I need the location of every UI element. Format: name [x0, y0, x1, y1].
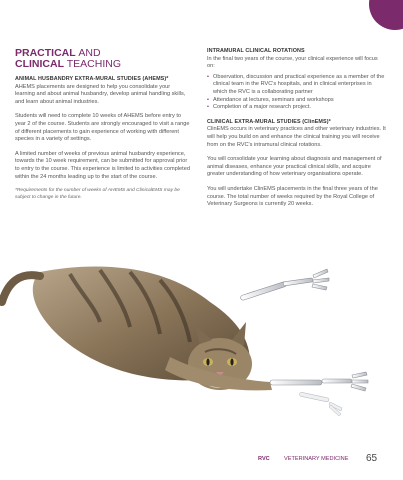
- page-footer: [0, 452, 403, 470]
- intramural-intro: In the final two years of the course, your clinical experience will focus on:: [207, 55, 378, 70]
- bullet-item: • Completion of a major research project.: [207, 104, 387, 112]
- ahems-paragraph-1: AHEMS placements are designed to help you consolidate your learning and about animal husbandry, develop animal handling skills, and learn about animal industries.: [15, 83, 186, 105]
- ahems-paragraph-2: Students will need to complete 10 weeks of AHEMS before entry to year 2 of the course. Students are strongly encouraged to visit a range of different placements to gain experience of working with different species in a variety of settings.: [15, 113, 190, 143]
- page-title: [15, 48, 190, 70]
- intramural-heading: INTRAMURAL CLINICAL ROTATIONS: [207, 48, 305, 54]
- footer-rvc: RVC: [258, 456, 270, 462]
- page-number: 65: [366, 453, 378, 464]
- title-word-and: AND: [78, 47, 101, 59]
- ahems-paragraph-3: A limited number of weeks of previous animal husbandry experience, towards the 10 week requirement, can be submitted for approval prior to entry to the course. This experience is limited to activities completed within the 24 months leading up to the start of the course.: [15, 150, 190, 180]
- bullet-item: • Observation, discussion and practical experience as a member of the clinical team in the RVC's hospitals, and in clinical enterprises in which the RVC is a collaborating partner: [207, 74, 387, 97]
- clinems-paragraph-2: You will consolidate your learning about diagnosis and management of animal diseases, enhance your practical clinical skills, and acquire greater understanding of how veterinary organisations operate.: [207, 156, 382, 178]
- corner-tab: [369, 0, 403, 30]
- bullet-item: • Attendance at lectures, seminars and workshops: [207, 97, 387, 105]
- title-word-practical: PRACTICAL: [15, 47, 76, 59]
- left-column: [15, 48, 190, 201]
- cat-xray-illustration: [0, 262, 403, 422]
- title-word-teaching: TEACHING: [66, 58, 121, 70]
- ahems-heading: ANIMAL HUSBANDRY EXTRA-MURAL STUDIES (AHEMS)*: [15, 76, 169, 82]
- clinems-paragraph-1: ClinEMS occurs in veterinary practices and other veterinary industries. It will help you build on and enhance the clinical training you will receive from on the RVC's intramural clinical rotations.: [207, 126, 386, 148]
- clinems-heading: CLINICAL EXTRA-MURAL STUDIES (CIinEMS)*: [207, 118, 331, 125]
- clinems-paragraph-3: You will undertake ClinEMS placements in the final three years of the course. The total number of weeks required by the Royal College of Veterinary Surgeons is currently 20 weeks.: [207, 185, 378, 208]
- title-word-clinical: CLINICAL: [15, 58, 64, 70]
- right-column: [207, 48, 387, 209]
- footer-section: VETERINARY MEDICINE: [284, 456, 349, 462]
- requirements-note: *Requirements for the number of weeks of AHEMS and ClinicalEMS may be subject to change in the future.: [15, 188, 180, 200]
